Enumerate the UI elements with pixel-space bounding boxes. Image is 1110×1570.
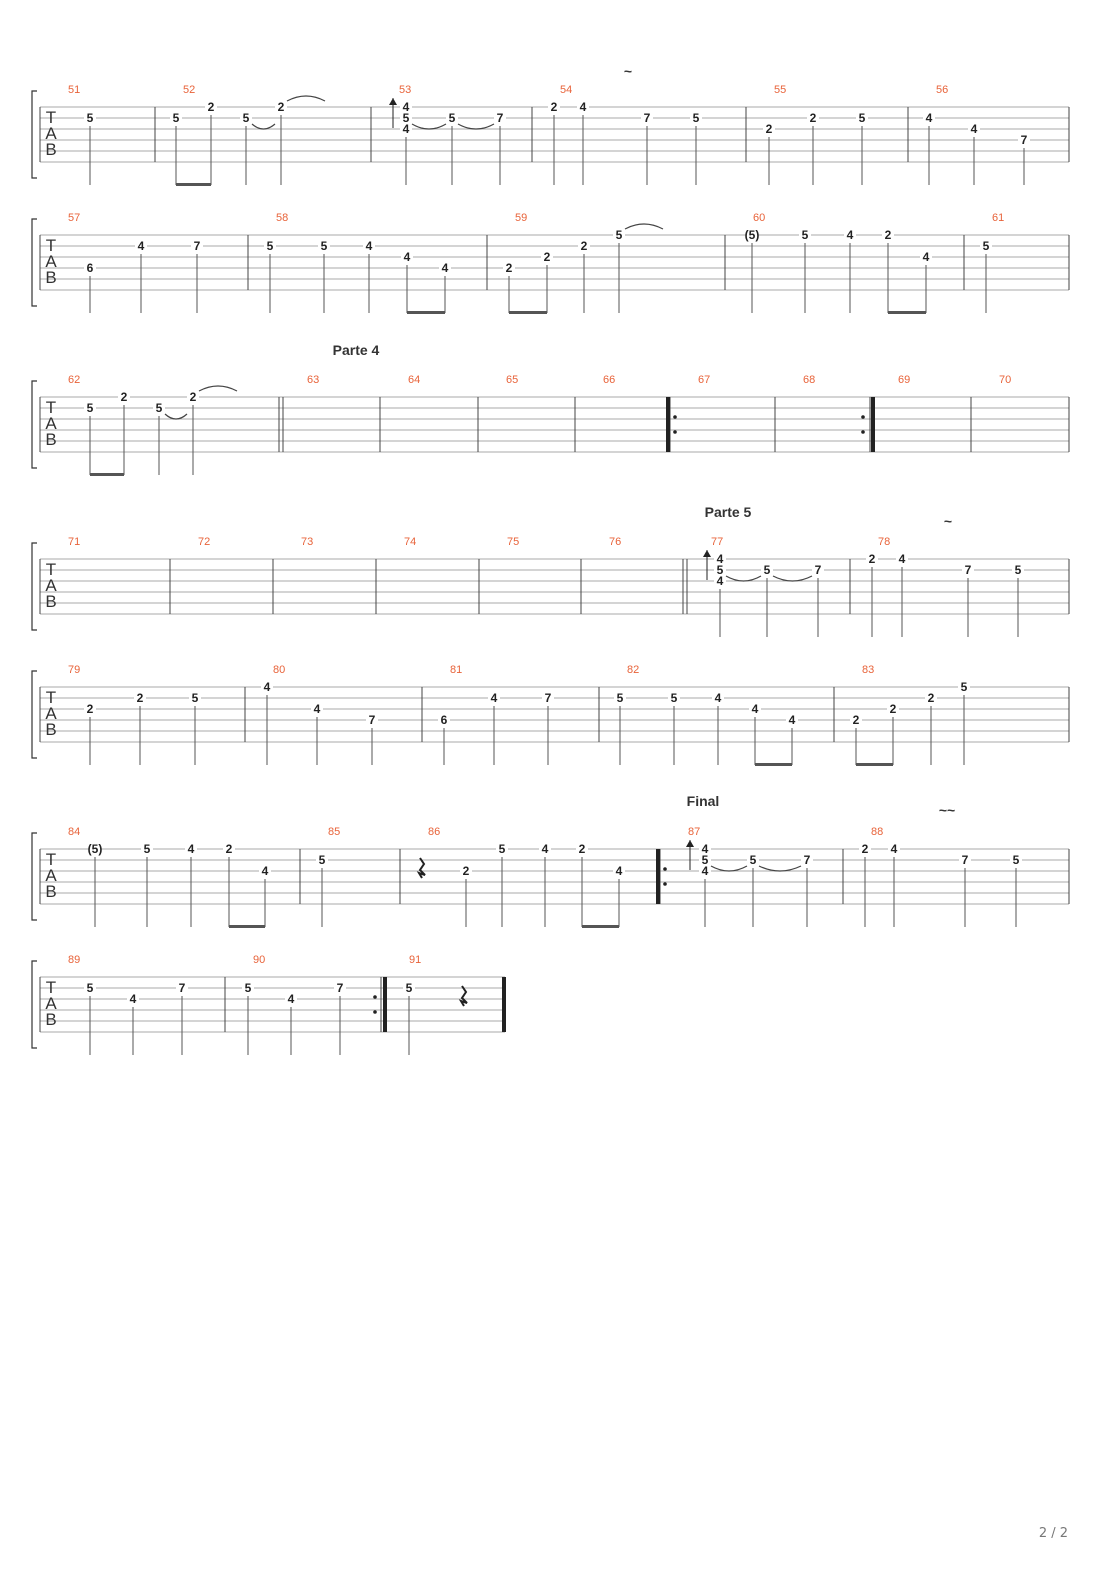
tie-arc (711, 866, 747, 871)
strum-arrow-head (389, 98, 397, 105)
note-beam (582, 925, 619, 928)
tie-arc (458, 124, 494, 129)
measure-number: 65 (506, 374, 519, 386)
measure-number: 82 (627, 664, 640, 676)
fret-number: 2 (578, 842, 586, 856)
fret-number: 5 (448, 111, 456, 125)
measure-number: 83 (862, 664, 875, 676)
fret-number: 5 (749, 853, 757, 867)
fret-number: 5 (801, 228, 809, 242)
system-bracket (32, 961, 37, 1048)
tab-clef-letter: B (45, 592, 57, 611)
fret-number: 5 (1014, 563, 1022, 577)
measure-number: 63 (307, 374, 320, 386)
fret-number: 7 (643, 111, 651, 125)
fret-number: 2 (927, 691, 935, 705)
fret-number: 5 (320, 239, 328, 253)
fret-number: 4 (970, 122, 978, 136)
fret-number: 5 (155, 401, 163, 415)
repeat-dot (861, 430, 865, 434)
measure-number: 54 (560, 84, 573, 96)
measure-number: 51 (68, 84, 81, 96)
measure-number: 60 (753, 212, 766, 224)
fret-number: 2 (868, 552, 876, 566)
tab-clef-letter: T (45, 560, 57, 579)
fret-number: 4 (402, 122, 410, 136)
section-label: Parte 5 (704, 504, 752, 520)
fret-number: 4 (365, 239, 373, 253)
measure-number: 85 (328, 826, 341, 838)
measure-number: 81 (450, 664, 463, 676)
fret-number: 2 (277, 100, 285, 114)
fret-number: 4 (898, 552, 906, 566)
fret-number: 2 (505, 261, 513, 275)
thick-barline (656, 849, 660, 904)
system-bracket (32, 91, 37, 178)
tie-arc (759, 866, 801, 871)
measure-number: 62 (68, 374, 81, 386)
fret-number: 5 (1012, 853, 1020, 867)
tab-clef-letter: T (45, 850, 57, 869)
tab-clef-letter: T (45, 978, 57, 997)
fret-number: 2 (120, 390, 128, 404)
fret-number: 5 (143, 842, 151, 856)
measure-number: 55 (774, 84, 787, 96)
note-beam (229, 925, 265, 928)
fret-number: 2 (884, 228, 892, 242)
fret-number: 2 (225, 842, 233, 856)
measure-number: 91 (409, 954, 422, 966)
thick-barline (383, 977, 387, 1032)
fret-number: 4 (541, 842, 549, 856)
tie-arc (252, 124, 275, 129)
tie-arc (199, 386, 237, 391)
measure-number: 61 (992, 212, 1005, 224)
measure-number: 84 (68, 826, 81, 838)
tie-arc (287, 96, 325, 101)
system-bracket (32, 381, 37, 468)
fret-number: 5 (86, 981, 94, 995)
fret-number: 5 (763, 563, 771, 577)
measure-number: 78 (878, 536, 891, 548)
fret-number: 4 (890, 842, 898, 856)
thick-barline (502, 977, 506, 1032)
tab-clef-letter: T (45, 688, 57, 707)
fret-number: 5 (960, 680, 968, 694)
fret-number: 4 (701, 864, 709, 878)
measure-number: 73 (301, 536, 314, 548)
tab-clef-letter: A (45, 252, 57, 271)
fret-number: 7 (1020, 133, 1028, 147)
repeat-dot (663, 867, 667, 871)
fret-number: 4 (922, 250, 930, 264)
fret-number: 7 (964, 563, 972, 577)
fret-number: 7 (814, 563, 822, 577)
measure-number: 77 (711, 536, 724, 548)
fret-number: 4 (313, 702, 321, 716)
fret-number: 4 (788, 713, 796, 727)
section-label: Parte 4 (332, 342, 380, 358)
fret-number: 5 (191, 691, 199, 705)
note-beam (856, 763, 893, 766)
thick-barline (666, 397, 670, 452)
measure-number: 88 (871, 826, 884, 838)
system-bracket (32, 671, 37, 758)
repeat-dot (373, 995, 377, 999)
measure-number: 64 (408, 374, 421, 386)
measure-number: 57 (68, 212, 81, 224)
tab-clef-letter: T (45, 398, 57, 417)
fret-number: 2 (765, 122, 773, 136)
tab-clef-letter: B (45, 1010, 57, 1029)
fret-number: 4 (402, 100, 410, 114)
quarter-rest (461, 986, 467, 1006)
fret-number: 5 (498, 842, 506, 856)
fret-number: 5 (405, 981, 413, 995)
fret-number: 5 (616, 691, 624, 705)
fret-number: 5 (266, 239, 274, 253)
quarter-rest (419, 858, 425, 878)
measure-number: 90 (253, 954, 266, 966)
fret-number: 5 (858, 111, 866, 125)
fret-number: 5 (716, 563, 724, 577)
fret-number: 7 (336, 981, 344, 995)
fret-number: 2 (189, 390, 197, 404)
fret-number: 6 (86, 261, 94, 275)
fret-number: 5 (242, 111, 250, 125)
fret-number: 2 (136, 691, 144, 705)
fret-number: 4 (263, 680, 271, 694)
fret-number: 5 (670, 691, 678, 705)
note-beam (888, 311, 926, 314)
fret-number: 4 (137, 239, 145, 253)
strum-arrow-head (686, 840, 694, 847)
fret-number: 4 (579, 100, 587, 114)
measure-number: 58 (276, 212, 289, 224)
strum-arrow-head (703, 550, 711, 557)
fret-number: 4 (261, 864, 269, 878)
note-beam (755, 763, 792, 766)
vibrato-mark: ~ (943, 513, 953, 529)
fret-number: 2 (207, 100, 215, 114)
measure-number: 76 (609, 536, 622, 548)
fret-number: 7 (544, 691, 552, 705)
fret-number: 5 (86, 111, 94, 125)
tab-system (32, 543, 1069, 637)
note-beam (509, 311, 547, 314)
system-bracket (32, 219, 37, 306)
measure-number: 74 (404, 536, 417, 548)
fret-number: 7 (178, 981, 186, 995)
tie-arc (773, 576, 812, 581)
fret-number: 6 (440, 713, 448, 727)
fret-number: 7 (961, 853, 969, 867)
fret-number: 4 (846, 228, 854, 242)
fret-number: 2 (86, 702, 94, 716)
tab-clef-letter: B (45, 882, 57, 901)
repeat-dot (373, 1010, 377, 1014)
fret-number: 2 (462, 864, 470, 878)
measure-number: 52 (183, 84, 196, 96)
measure-number: 80 (273, 664, 286, 676)
tab-clef-letter: T (45, 236, 57, 255)
note-beam (407, 311, 445, 314)
fret-number: 7 (368, 713, 376, 727)
measure-number: 59 (515, 212, 528, 224)
fret-number: 4 (714, 691, 722, 705)
section-label: Final (686, 793, 720, 809)
repeat-dot (673, 430, 677, 434)
tab-clef-letter: A (45, 414, 57, 433)
measure-number: 87 (688, 826, 701, 838)
measure-number: 86 (428, 826, 441, 838)
system-bracket (32, 833, 37, 920)
thick-barline (871, 397, 875, 452)
tab-clef-letter: A (45, 994, 57, 1013)
page-number: 2 / 2 (1038, 1526, 1068, 1541)
fret-number: 2 (861, 842, 869, 856)
fret-number: 2 (543, 250, 551, 264)
fret-number: 5 (701, 853, 709, 867)
fret-number: 7 (193, 239, 201, 253)
tie-arc (412, 124, 446, 129)
measure-number: 70 (999, 374, 1012, 386)
tab-system (32, 381, 1069, 476)
fret-number: 5 (318, 853, 326, 867)
fret-number: (5) (744, 228, 760, 242)
measure-number: 75 (507, 536, 520, 548)
tab-clef-letter: A (45, 704, 57, 723)
fret-number: 2 (889, 702, 897, 716)
fret-number: 4 (129, 992, 137, 1006)
tab-system (32, 219, 1069, 314)
fret-number: 2 (550, 100, 558, 114)
tab-clef-letter: B (45, 720, 57, 739)
measure-number: 69 (898, 374, 911, 386)
fret-number: 5 (86, 401, 94, 415)
tab-clef-letter: B (45, 430, 57, 449)
tab-system (32, 671, 1069, 766)
fret-number: 4 (716, 552, 724, 566)
repeat-dot (673, 415, 677, 419)
fret-number: 4 (287, 992, 295, 1006)
fret-number: 7 (496, 111, 504, 125)
tab-clef-letter: B (45, 140, 57, 159)
tab-clef-letter: A (45, 866, 57, 885)
note-beam (176, 183, 211, 186)
tab-clef-letter: A (45, 124, 57, 143)
fret-number: 5 (982, 239, 990, 253)
tie-arc (726, 576, 761, 581)
fret-number: (5) (87, 842, 103, 856)
fret-number: 4 (441, 261, 449, 275)
fret-number: 2 (580, 239, 588, 253)
vibrato-mark: ~~ (938, 802, 956, 818)
fret-number: 5 (244, 981, 252, 995)
fret-number: 2 (852, 713, 860, 727)
fret-number: 4 (925, 111, 933, 125)
measure-number: 56 (936, 84, 949, 96)
measure-number: 72 (198, 536, 211, 548)
fret-number: 5 (692, 111, 700, 125)
measure-number: 67 (698, 374, 711, 386)
measure-number: 66 (603, 374, 616, 386)
fret-number: 4 (403, 250, 411, 264)
system-bracket (32, 543, 37, 630)
tie-arc (165, 414, 187, 419)
tab-clef-letter: B (45, 268, 57, 287)
fret-number: 4 (701, 842, 709, 856)
vibrato-mark: ~ (623, 63, 633, 79)
measure-number: 53 (399, 84, 412, 96)
fret-number: 4 (187, 842, 195, 856)
fret-number: 5 (402, 111, 410, 125)
tab-clef-letter: T (45, 108, 57, 127)
repeat-dot (861, 415, 865, 419)
measure-number: 68 (803, 374, 816, 386)
repeat-dot (663, 882, 667, 886)
fret-number: 4 (615, 864, 623, 878)
fret-number: 5 (615, 228, 623, 242)
note-beam (90, 473, 124, 476)
fret-number: 4 (716, 574, 724, 588)
measure-number: 79 (68, 664, 81, 676)
tab-system (32, 961, 505, 1055)
fret-number: 2 (809, 111, 817, 125)
tab-clef-letter: A (45, 576, 57, 595)
fret-number: 4 (751, 702, 759, 716)
measure-number: 71 (68, 536, 81, 548)
fret-number: 5 (172, 111, 180, 125)
fret-number: 4 (490, 691, 498, 705)
tie-arc (625, 224, 663, 229)
measure-number: 89 (68, 954, 81, 966)
fret-number: 7 (803, 853, 811, 867)
